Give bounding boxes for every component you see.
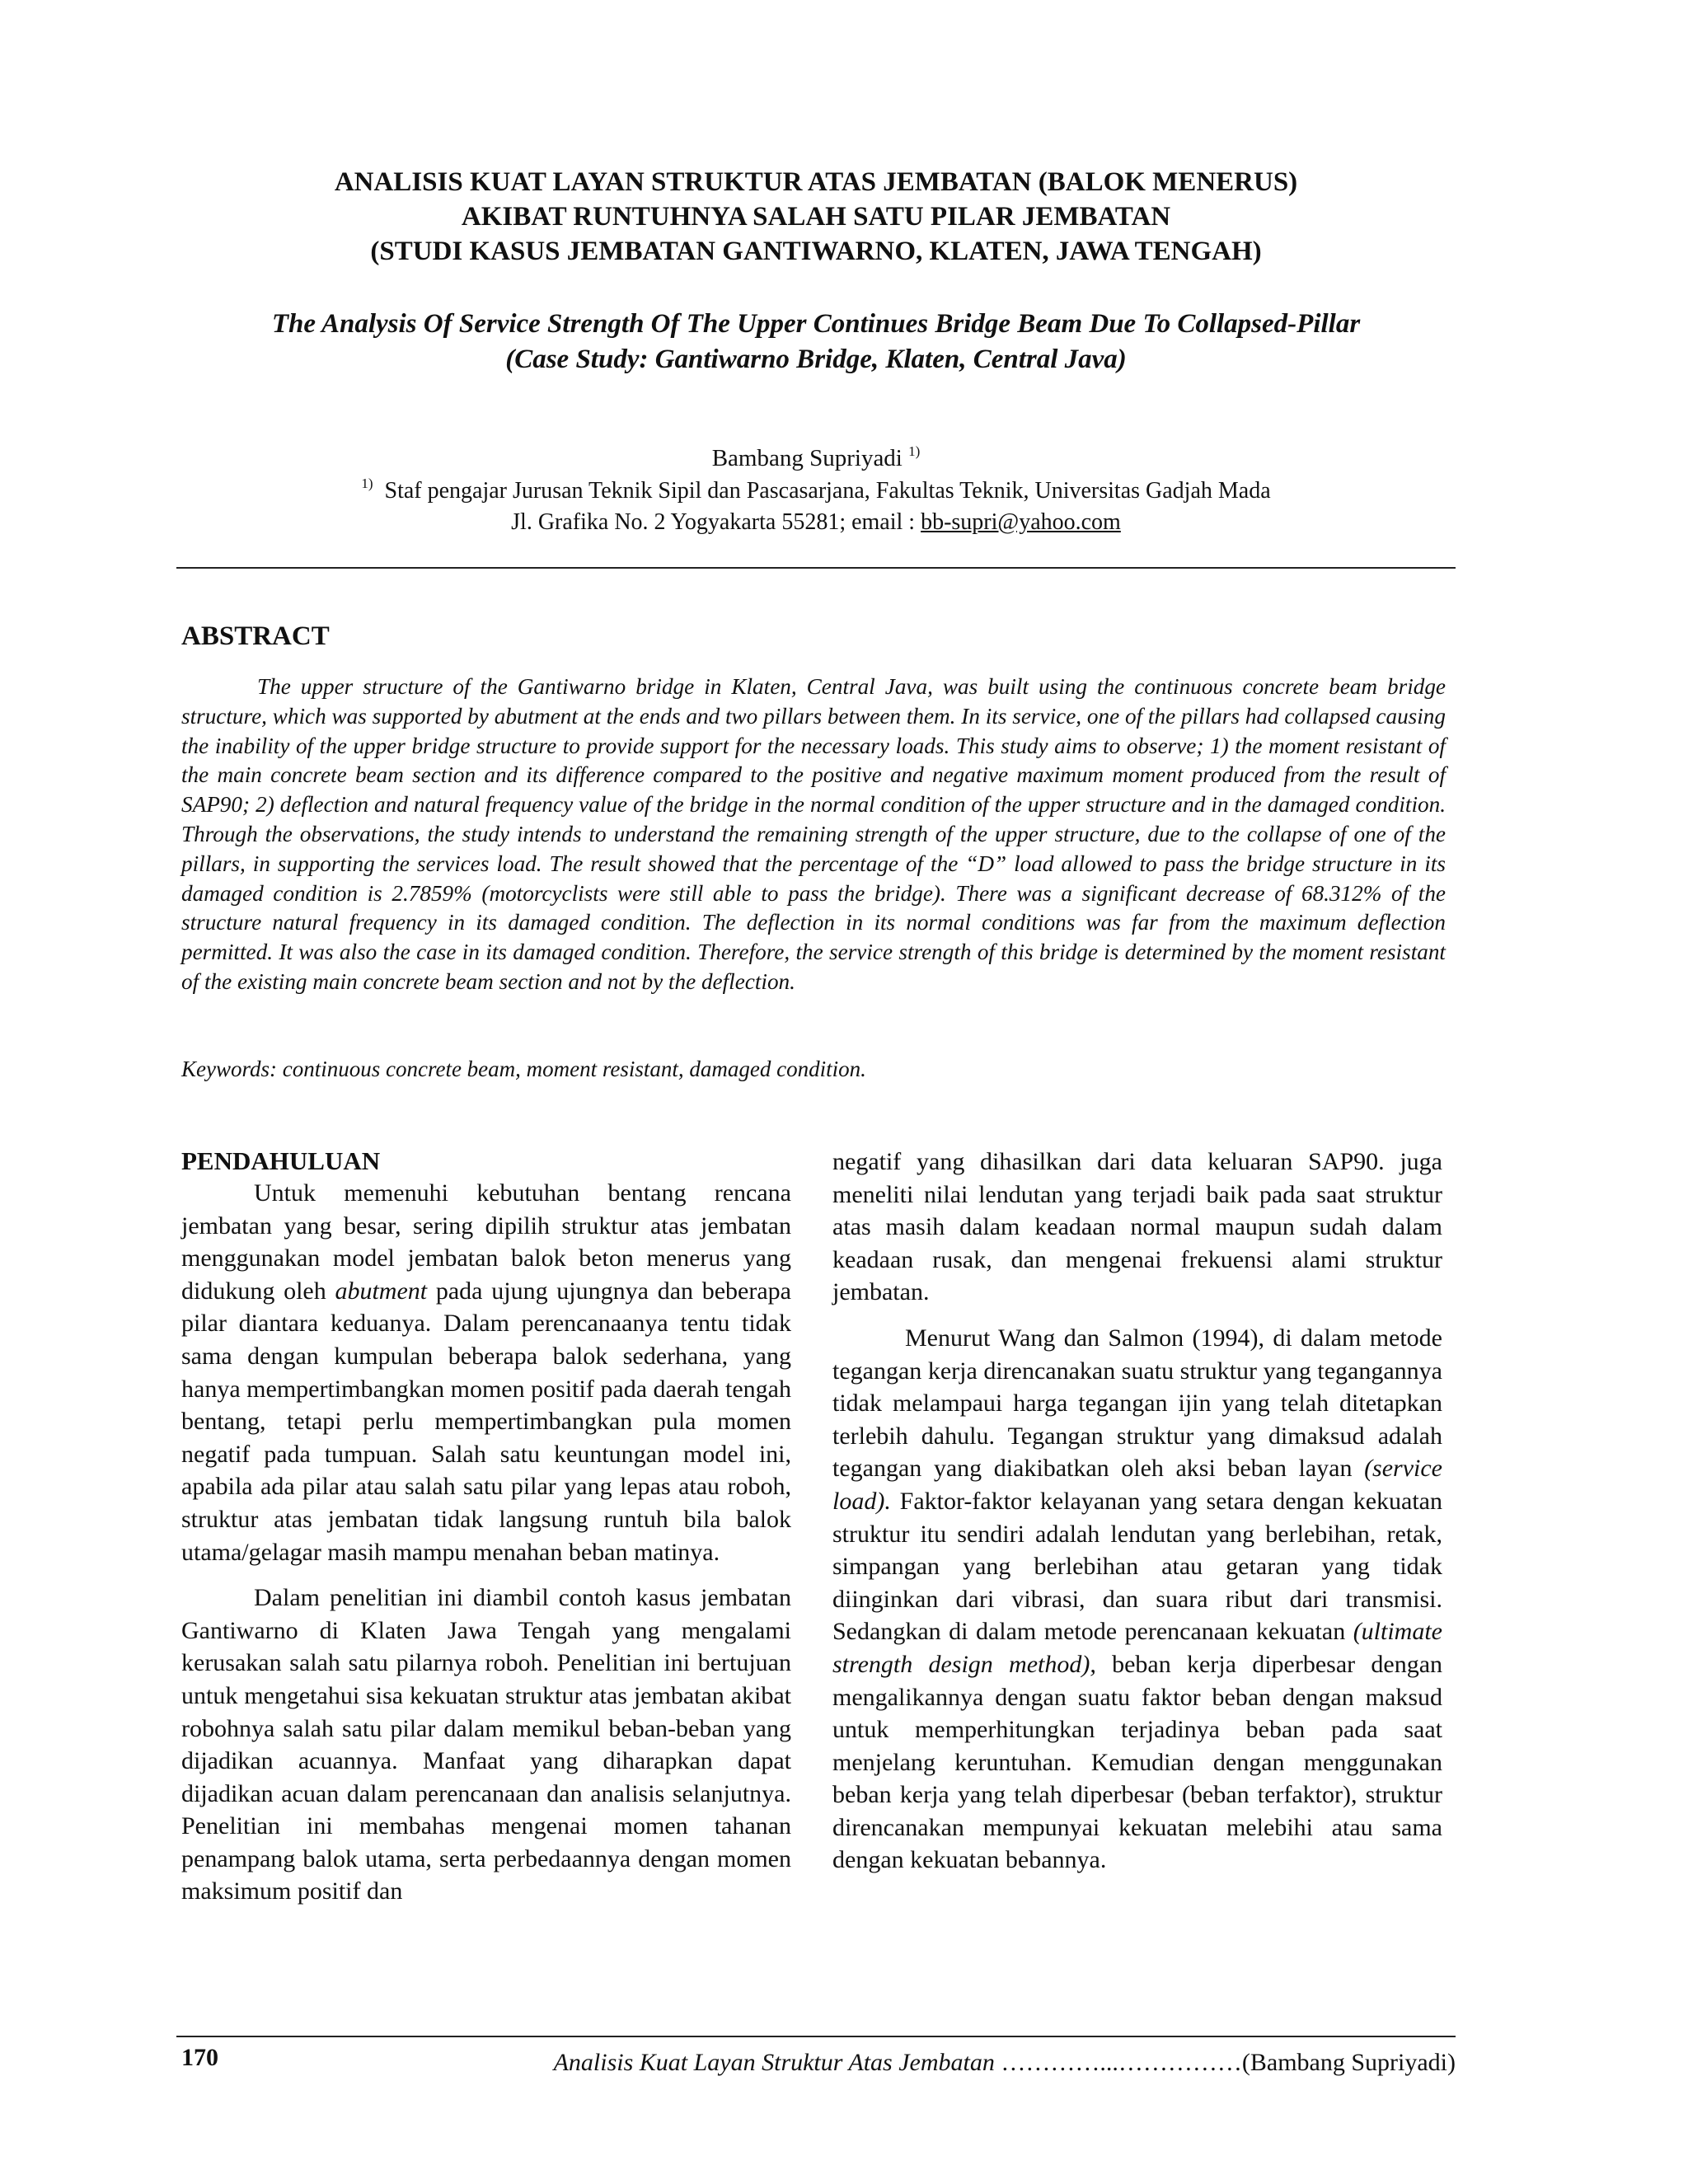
abstract-text [181, 673, 1446, 997]
address-line [165, 507, 1467, 538]
title-line: (STUDI KASUS JEMBATAN GANTIWARNO, KLATEN, JAWA TENGAH) [370, 237, 1262, 266]
email-link[interactable]: bb-supri@yahoo.com [921, 509, 1121, 535]
affiliation-block [165, 476, 1467, 538]
running-footer [554, 2049, 1456, 2077]
author-name: Bambang Supriyadi [711, 445, 903, 471]
affiliation-text: Staf pengajar Jurusan Teknik Sipil dan Pascasarjana, Fakultas Teknik, Universitas Gadjah Mada [384, 478, 1271, 504]
affiliation-mark: 1) [361, 476, 373, 491]
running-title: Analisis Kuat Layan Struktur Atas Jembatan [553, 2049, 995, 2076]
footer-divider [176, 2036, 1456, 2037]
page-number: 170 [181, 2044, 218, 2071]
subtitle-line: The Analysis Of Service Strength Of The Upper Continues Bridge Beam Due To Collapsed-Pillar [271, 309, 1361, 339]
body-paragraph: Untuk memenuhi kebutuhan bentang rencana jembatan yang besar, sering dipilih struktur atas jembatan menggunakan model jembatan balok beton menerus yang didukung oleh abutment pada ujung ujungnya dan beberapa pilar diantara keduanya. Dalam perencanaanya tentu tidak sama dengan kumpulan beberapa balok sederhana, yang hanya mempertimbangkan momen positif pada daerah tengah bentang, tetapi perlu mempertimbangkan pula momen negatif pada tumpuan. Salah satu keuntungan model ini, apabila ada pilar atau salah satu pilar yang lepas atau roboh, struktur atas jembatan tidak langsung runtuh bila balok utama/gelagar masih mampu menahan beban matinya. [181, 1179, 791, 1566]
author-line [165, 443, 1467, 474]
left-column [181, 1146, 791, 1908]
title-line: AKIBAT RUNTUHNYA SALAH SATU PILAR JEMBATAN [461, 202, 1171, 232]
paper-title [165, 165, 1467, 269]
body-paragraph: Menurut Wang dan Salmon (1994), di dalam metode tegangan kerja direncanakan suatu struktur yang tegangannya tidak melampaui harga tegangan ijin yang telah ditetapkan terlebih dahulu. Tegangan struktur yang dimaksud adalah tegangan yang diakibatkan oleh aksi beban layan (service load). Faktor-faktor kelayanan yang setara dengan kekuatan struktur itu sendiri adalah lendutan yang berlebihan, retak, simpangan yang berlebihan atau getaran yang tidak diinginkan dari vibrasi, dan suara ribut dari transmisi. Sedangkan di dalam metode perencanaan kekuatan (ultimate strength design method), beban kerja diperbesar dengan mengalikannya dengan suatu faktor beban dengan maksud untuk memperhitungkan terjadinya beban pada saat menjelang keruntuhan. Kemudian dengan menggunakan beban kerja yang telah diperbesar (beban terfaktor), struktur direncanakan mempunyai kekuatan melebihi atau sama dengan kekuatan bebannya. [832, 1324, 1443, 1874]
right-column [832, 1146, 1442, 1877]
running-author: (Bambang Supriyadi) [1241, 2049, 1456, 2076]
subtitle-line: (Case Study: Gantiwarno Bridge, Klaten, Central Java) [505, 344, 1127, 374]
section-heading: PENDAHULUAN [181, 1146, 381, 1175]
body-paragraph: Dalam penelitian ini diambil contoh kasus jembatan Gantiwarno di Klaten Jawa Tengah yang mengalami kerusakan salah satu pilarnya roboh. Penelitian ini bertujuan untuk mengetahui sisa kekuatan struktur atas jembatan akibat robohnya salah satu pilar dalam memikul beban-beban yang dijadikan acuannya. Manfaat yang diharapkan dapat dijadikan acuan dalam perencanaan dan analisis selanjutnya. Penelitian ini membahas mengenai momen tahanan penampang balok utama, serta perbedaannya dengan momen maksimum positif dan [181, 1584, 791, 1905]
running-dots: …………...…………… [994, 2049, 1242, 2076]
author-mark: 1) [908, 443, 921, 459]
header-divider [176, 567, 1456, 569]
keywords: Keywords: continuous concrete beam, moment resistant, damaged condition. [181, 1057, 866, 1081]
affiliation-line [165, 476, 1467, 507]
body-paragraph: negatif yang dihasilkan dari data keluaran SAP90. juga meneliti nilai lendutan yang terjadi baik pada saat struktur atas masih dalam keadaan normal maupun sudah dalam keadaan rusak, dan mengenai frekuensi alami struktur jembatan. [832, 1148, 1442, 1306]
abstract-paragraph: The upper structure of the Gantiwarno bridge in Klaten, Central Java, was built using the continuous concrete beam bridge structure, which was supported by abutment at the ends and two pillars between them. In its service, one of the pillars had collapsed causing the inability of the upper bridge structure to provide support for the necessary loads. This study aims to observe; 1) the moment resistant of the main concrete beam section and its difference compared to the positive and negative maximum moment produced from the result of SAP90; 2) deflection and natural frequency value of the bridge in the normal condition of the upper structure and in the damaged condition. Through the observations, the study intends to understand the remaining strength of the upper structure, due to the collapse of one of the pillars, in supporting the services load. The result showed that the percentage of the “D” load allowed to pass the bridge structure in its damaged condition is 2.7859% (motorcyclists were still able to pass the bridge). There was a significant decrease of 68.312% of the structure natural frequency in its damaged condition. The deflection in its normal conditions was far from the maximum deflection permitted. It was also the case in its damaged condition. Therefore, the service strength of this bridge is determined by the moment resistant of the existing main concrete beam section and not by the deflection. [181, 674, 1446, 994]
address-text: Jl. Grafika No. 2 Yogyakarta 55281; email : [511, 509, 921, 535]
abstract-heading: ABSTRACT [181, 621, 330, 651]
paper-subtitle [165, 307, 1467, 377]
title-line: ANALISIS KUAT LAYAN STRUKTUR ATAS JEMBATAN (BALOK MENERUS) [334, 167, 1298, 197]
